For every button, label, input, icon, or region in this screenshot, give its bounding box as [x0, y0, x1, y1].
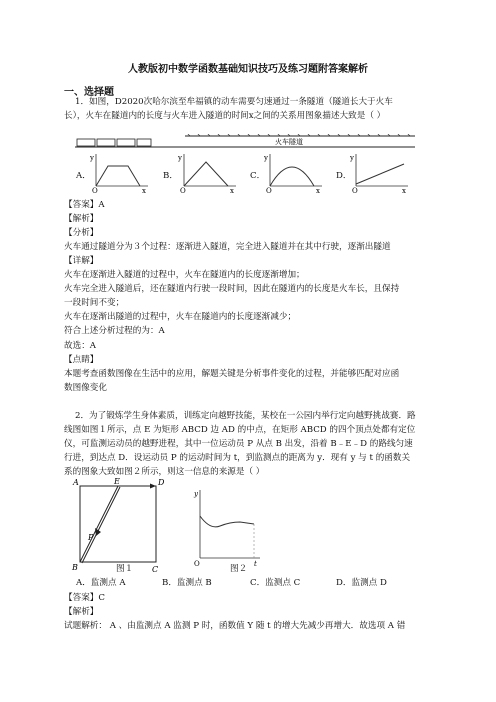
q1-option-d: D． — [336, 171, 352, 181]
q1-fenxi-tag: 【分析】 — [64, 228, 99, 238]
q1-line-1: 1．如图，D2020次哈尔滨至牟福镇的动车需要匀速通过一条隧道（隧道长大于火车 — [75, 97, 393, 107]
q1-dianjing-tag: 【点睛】 — [64, 355, 99, 365]
label-e: E — [114, 478, 120, 486]
q1-graph-b — [176, 152, 238, 194]
q1-detail-line: 火车在逐渐进入隧道的过程中，火车在隧道内的长度逐渐增加； — [64, 270, 305, 280]
q1-dianjing-line: 本题考查函数图像在生活中的应用，解题关键是分析事件变化的过程，并能够匹配对应函 — [64, 369, 400, 379]
label-a: A — [73, 478, 79, 487]
q1-detail-line: 火车在逐渐出隧道的过程中，火车在隧道内的长度逐渐减少； — [64, 312, 297, 322]
axis-y-label: y — [350, 154, 354, 162]
q2-figure-2 — [188, 486, 268, 566]
q2-figure-2-caption: 图２ — [230, 564, 248, 574]
axis-x-label: x — [402, 187, 406, 194]
q2-option-c: C．监测点 C — [250, 578, 301, 588]
section-heading: 一、选择题 — [64, 87, 114, 98]
axis-x-label: x — [142, 187, 146, 194]
origin-label: O — [92, 187, 98, 194]
q1-detail-tag: 【详解】 — [64, 256, 99, 266]
q2-line: 仪，可监测运动员的越野进程，其中一位运动员 P 从点 B 出发，沿着 B﹣E﹣D 的路线匀速 — [64, 439, 413, 449]
q1-graph-d — [348, 152, 410, 194]
origin-label: O — [352, 187, 358, 194]
label-p: P — [88, 533, 94, 542]
q2-line: 行进，到达点 D．设运动员 P 的运动时间为 t，到监测点的距离为 y．现有 y 与 t 的函数关 — [64, 453, 411, 463]
axis-y-label: y — [178, 154, 182, 162]
q2-explain: 试题解析： A 、由监测点 A 监测 P 时，函数值 Y 随 t 的增大先减少再增大．故选项 A 错 — [64, 621, 406, 631]
axis-y-label: y — [264, 154, 268, 162]
tunnel-label: 火车隧道 — [275, 138, 303, 146]
train-tunnel-illustration — [75, 134, 415, 152]
q2-line: 系的图象大致如图２所示，则这一信息的来源是（ ） — [64, 467, 265, 477]
axis-x-label: x — [316, 187, 320, 194]
q2-option-d: D．监测点 D — [336, 578, 387, 588]
q2-line: 2．为了锻炼学生身体素质，训练定向越野技能，某校在一公园内举行定向越野挑战赛．路 — [75, 411, 416, 421]
q1-line-2: 长），火车在隧道内的长度与火车进入隧道的时间x之间的关系用图象描述大致是（ ） — [64, 111, 386, 121]
q1-detail-line: 一段时间不变； — [64, 298, 125, 308]
q1-detail-line: 火车完全进入隧道后，还在隧道内行驶一段时间，因此在隧道内的长度是火车长，且保持 — [64, 284, 400, 294]
origin-label: O — [266, 187, 272, 194]
fig2-origin: O — [194, 560, 200, 566]
q1-answer: 【答案】A — [64, 200, 105, 210]
q1-graph-a — [88, 152, 150, 194]
q2-option-a: A．监测点 A — [76, 578, 126, 588]
fig2-axis-x: t — [254, 560, 257, 566]
label-c: C — [152, 565, 159, 574]
label-b: B — [72, 563, 78, 572]
q2-analysis-tag: 【解析】 — [64, 607, 99, 617]
q2-line: 线图如图１所示，点 E 为矩形 ABCD 边 AD 的中点，在矩形 ABCD 的四个顶点处都有定位 — [64, 425, 416, 435]
fig2-axis-y: y — [194, 490, 198, 498]
q1-detail-line: 符合上述分析过程的为：A — [64, 326, 165, 336]
q1-option-a: A． — [76, 171, 91, 181]
q1-graph-c — [262, 152, 324, 194]
label-d: D — [158, 478, 165, 487]
q1-fenxi-text: 火车通过隧道分为３个过程：逐渐进入隧道，完全进入隧道并在其中行驶，逐渐出隧道 — [64, 242, 391, 252]
q1-dianjing-line: 数图像变化 — [64, 383, 107, 393]
q2-answer: 【答案】C — [64, 593, 105, 603]
axis-y-label: y — [90, 154, 94, 162]
axis-x-label: x — [230, 187, 234, 194]
origin-label: O — [180, 187, 186, 194]
q1-detail-line: 故选：A — [64, 341, 96, 351]
q1-option-b: B． — [163, 171, 178, 181]
q1-analysis-tag: 【解析】 — [64, 214, 99, 224]
document-title: 人教版初中数学函数基础知识技巧及练习题附答案解析 — [128, 64, 368, 75]
q2-option-b: B．监测点 B — [162, 578, 212, 588]
q1-option-c: C． — [250, 171, 266, 181]
q2-figure-1-caption: 图１ — [116, 564, 134, 574]
